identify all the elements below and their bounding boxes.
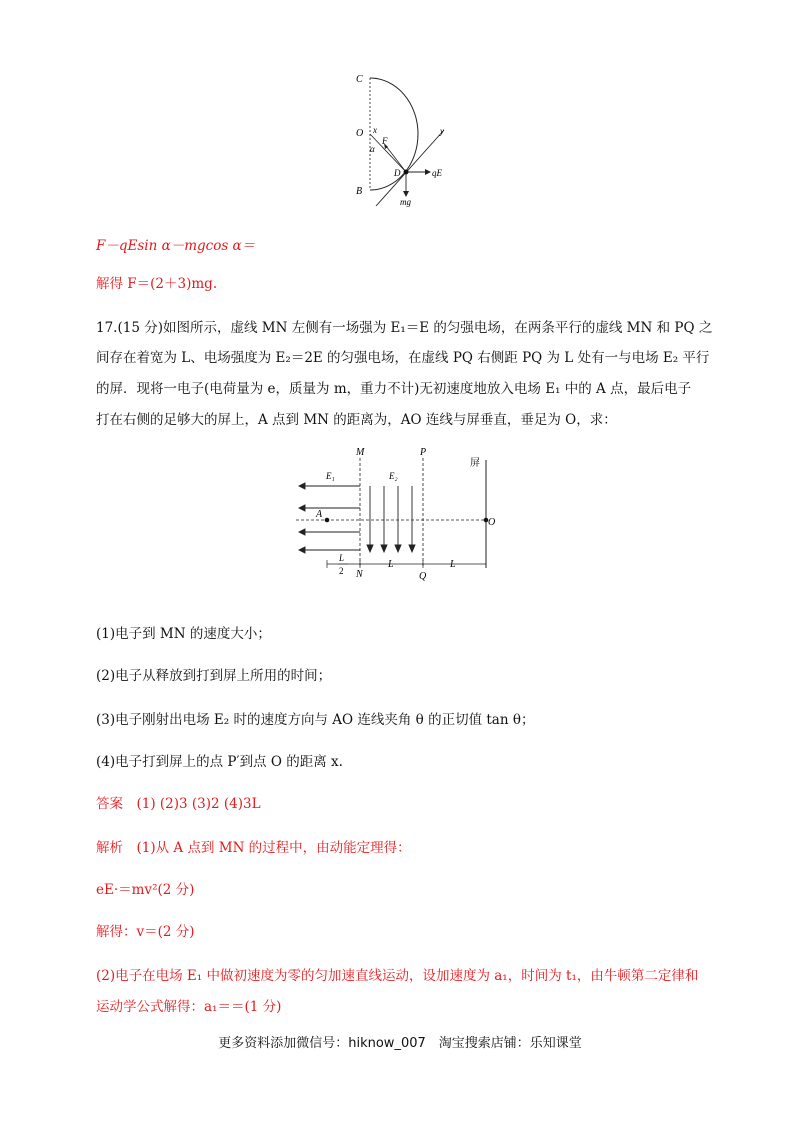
question-line-2: 间存在着宽为 L、电场强度为 E₂＝2E 的匀强电场，在虚线 PQ 右侧距 PQ 为 L 处有一与电场 E₂ 平行: [96, 350, 710, 366]
label-P: P: [420, 447, 427, 458]
label-B: B: [356, 186, 363, 197]
part-2: (2)电子从释放到打到屏上所用的时间；: [96, 668, 332, 684]
label-L1: L: [388, 559, 394, 570]
question-line-3: 的屏．现将一电子(电荷量为 e，质量为 m，重力不计)无初速度地放入电场 E₁ 中的 A 点，最后电子: [96, 381, 692, 397]
label-N: N: [356, 569, 363, 580]
label-alpha: α: [370, 144, 375, 154]
label-C: C: [356, 74, 363, 85]
answer-summary: 答案 (1) (2)3 (3)2 (4)3L: [96, 796, 261, 812]
figure-electric-fields: [290, 446, 510, 586]
solution-equation-2: 解得：v＝(2 分): [96, 924, 195, 940]
question-line-1: 17.(15 分)如图所示，虚线 MN 左侧有一场强为 E₁＝E 的匀强电场，在两条平行的虚线 MN 和 PQ 之: [96, 320, 713, 336]
label-F: F: [382, 136, 388, 146]
label-mg: mg: [400, 197, 411, 207]
part-3: (3)电子刚射出电场 E₂ 时的速度方向与 AO 连线夹角 θ 的正切值 tan θ；: [96, 712, 535, 728]
label-A: A: [316, 509, 323, 520]
label-E1: E₁: [326, 471, 335, 481]
label-y: y: [440, 126, 444, 136]
solution-equation-1: eE·＝mv²(2 分): [96, 882, 195, 898]
prev-equation-1: F－qEsin α－mgcos α＝: [96, 238, 256, 254]
label-M: M: [356, 447, 365, 458]
question-line-4: 打在右侧的足够大的屏上，A 点到 MN 的距离为，AO 连线与屏垂直，垂足为 O，求：: [96, 412, 617, 428]
label-L2: L: [450, 559, 456, 570]
label-x: x: [373, 125, 377, 135]
label-O2: O: [488, 517, 496, 528]
part-1: (1)电子到 MN 的速度大小；: [96, 626, 271, 642]
label-Q: Q: [419, 571, 427, 582]
label-qE: qE: [432, 168, 442, 178]
part-4: (4)电子打到屏上的点 P′到点 O 的距离 x.: [96, 754, 343, 770]
prev-equation-2: 解得 F＝(2＋3)mg.: [96, 276, 218, 292]
label-D: D: [394, 168, 401, 178]
label-O: O: [356, 128, 364, 139]
label-screen: 屏: [470, 458, 480, 469]
solution-part2-line2: 运动学公式解得：a₁＝＝(1 分): [96, 999, 282, 1015]
label-L-half-top: L: [339, 553, 345, 563]
label-E2: E₂: [389, 471, 398, 481]
figure-semicircle-forces: [340, 72, 470, 212]
label-L-half-bottom: 2: [339, 566, 344, 576]
page-footer: 更多资料添加微信号：hiknow_007 淘宝搜索店铺：乐知课堂: [218, 1036, 582, 1051]
analysis-intro: 解析 (1)从 A 点到 MN 的过程中，由动能定理得：: [96, 840, 411, 856]
solution-part2-line1: (2)电子在电场 E₁ 中做初速度为零的匀加速直线运动，设加速度为 a₁，时间为 t₁，由牛顿第二定律和: [96, 968, 699, 984]
